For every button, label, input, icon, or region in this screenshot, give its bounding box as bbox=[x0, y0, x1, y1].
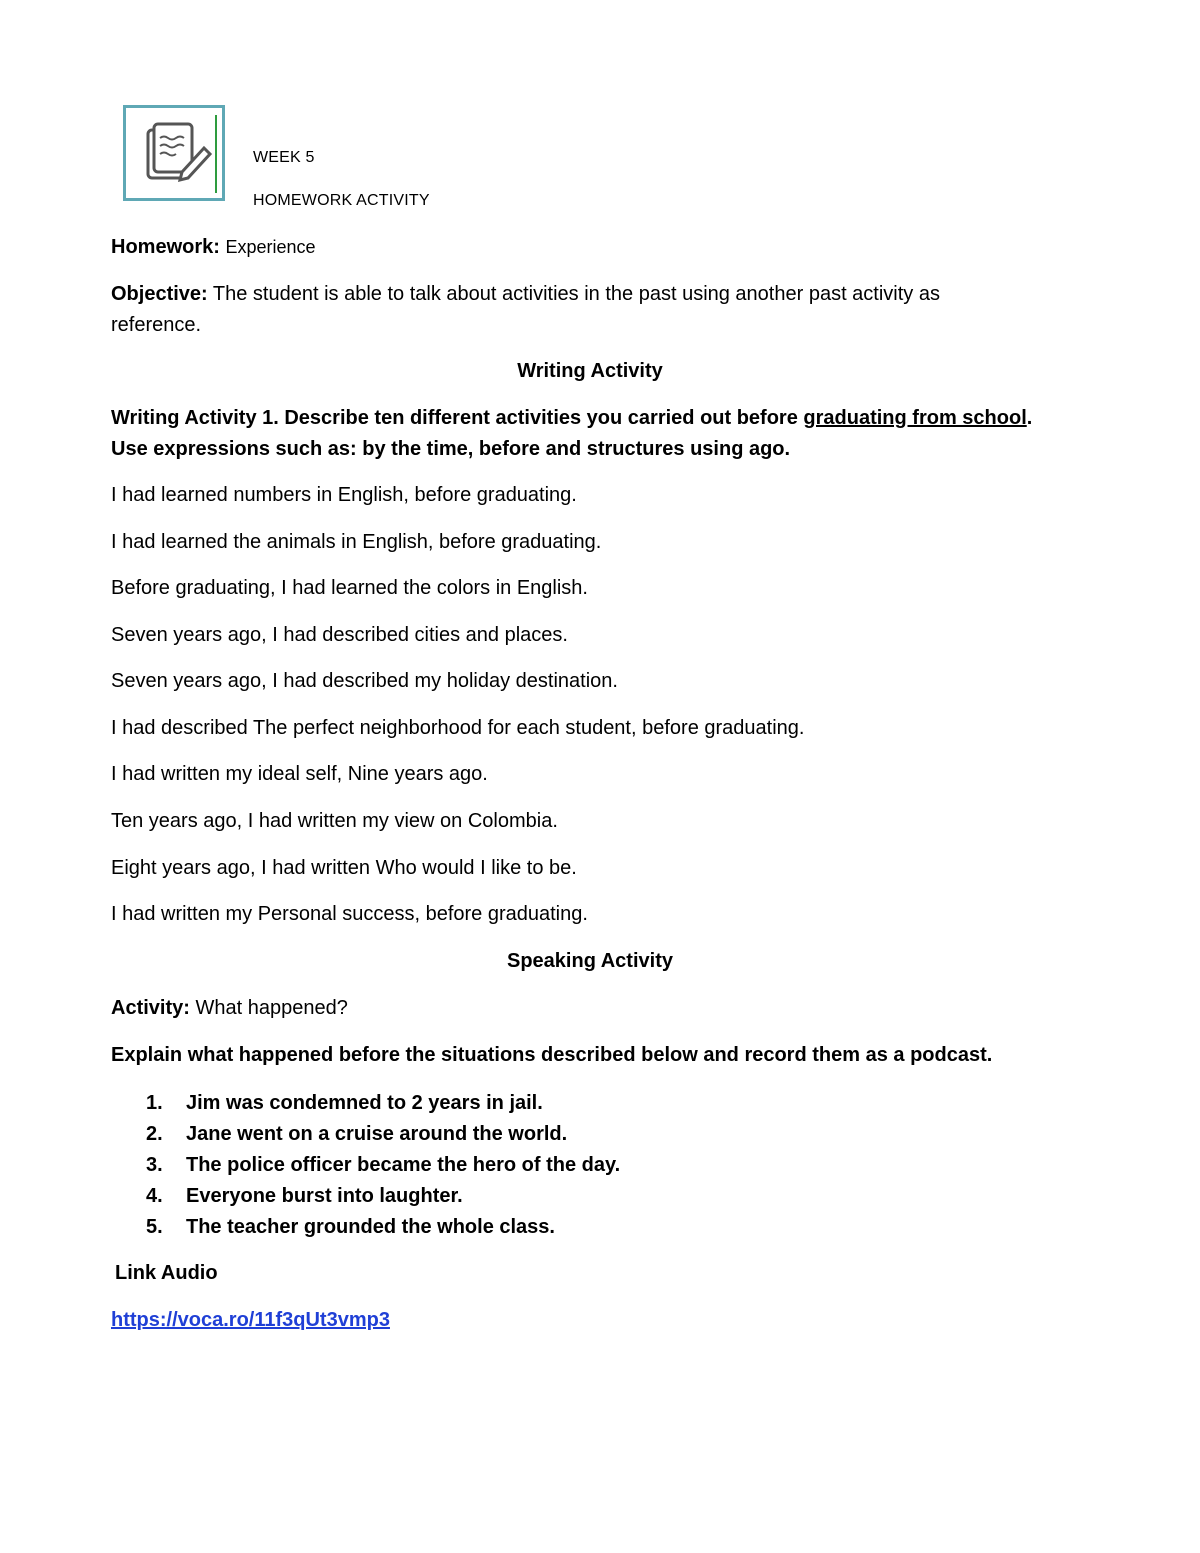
list-item bbox=[110, 1212, 620, 1243]
list-item bbox=[110, 1119, 620, 1150]
logo-accent-bar bbox=[215, 115, 217, 193]
activity-type-label: HOMEWORK ACTIVITY bbox=[253, 192, 430, 209]
sentence-4: Seven years ago, I had described cities and places. bbox=[111, 624, 568, 646]
list-item-text: The teacher grounded the whole class. bbox=[186, 1216, 555, 1238]
homework-label: Homework: bbox=[111, 236, 220, 258]
list-item bbox=[110, 1181, 620, 1212]
audio-link[interactable]: https://voca.ro/11f3qUt3vmp3 bbox=[111, 1309, 390, 1331]
sentence-5: Seven years ago, I had described my holiday destination. bbox=[111, 670, 618, 692]
list-item-text: Jim was condemned to 2 years in jail. bbox=[186, 1092, 543, 1114]
writing-instruction-line2: Use expressions such as: by the time, before and structures using ago. bbox=[111, 438, 791, 460]
sentence-10: I had written my Personal success, before graduating. bbox=[111, 903, 588, 925]
sentence-2: I had learned the animals in English, before graduating. bbox=[111, 531, 602, 553]
writing-instruction bbox=[111, 406, 1032, 430]
writing-instruction-text: Writing Activity 1. Describe ten different activities you carried out before bbox=[111, 407, 804, 429]
list-item-number: 5. bbox=[146, 1216, 163, 1238]
list-item-number: 4. bbox=[146, 1185, 163, 1207]
activity-label: Activity: bbox=[111, 997, 190, 1019]
speaking-instruction: Explain what happened before the situations described below and record them as a podcast. bbox=[111, 1044, 993, 1066]
document-pen-icon bbox=[123, 105, 225, 201]
list-item-text: Jane went on a cruise around the world. bbox=[186, 1123, 568, 1145]
sentence-6: I had described The perfect neighborhood for each student, before graduating. bbox=[111, 717, 805, 739]
sentence-1: I had learned numbers in English, before graduating. bbox=[111, 484, 577, 506]
link-audio-label: Link Audio bbox=[115, 1262, 218, 1284]
writing-instruction-period: . bbox=[1026, 407, 1033, 429]
objective-text-continued: reference. bbox=[111, 314, 202, 336]
activity-value: What happened? bbox=[195, 997, 348, 1019]
list-item bbox=[110, 1088, 620, 1119]
sentence-7: I had written my ideal self, Nine years ago. bbox=[111, 763, 488, 785]
list-item-text: The police officer became the hero of the day. bbox=[186, 1154, 621, 1176]
list-item bbox=[110, 1150, 620, 1181]
speaking-activity-line bbox=[111, 996, 348, 1020]
writing-activity-title: Writing Activity bbox=[517, 360, 663, 382]
list-item-number: 2. bbox=[146, 1123, 163, 1145]
situation-list bbox=[110, 1088, 620, 1243]
writing-instruction-underlined: graduating from school bbox=[803, 407, 1027, 429]
list-item-number: 3. bbox=[146, 1154, 163, 1176]
speaking-activity-title: Speaking Activity bbox=[507, 950, 673, 972]
list-item-text: Everyone burst into laughter. bbox=[186, 1185, 463, 1207]
objective-line bbox=[111, 282, 940, 306]
objective-label: Objective: bbox=[111, 283, 208, 305]
homework-line bbox=[111, 235, 316, 259]
list-item-number: 1. bbox=[146, 1092, 163, 1114]
sentence-3: Before graduating, I had learned the colors in English. bbox=[111, 577, 588, 599]
week-label: WEEK 5 bbox=[253, 149, 315, 166]
homework-value: Experience bbox=[225, 237, 316, 257]
sentence-9: Eight years ago, I had written Who would I like to be. bbox=[111, 857, 577, 879]
objective-text: The student is able to talk about activities in the past using another past activity as bbox=[212, 283, 940, 305]
sentence-8: Ten years ago, I had written my view on Colombia. bbox=[111, 810, 558, 832]
